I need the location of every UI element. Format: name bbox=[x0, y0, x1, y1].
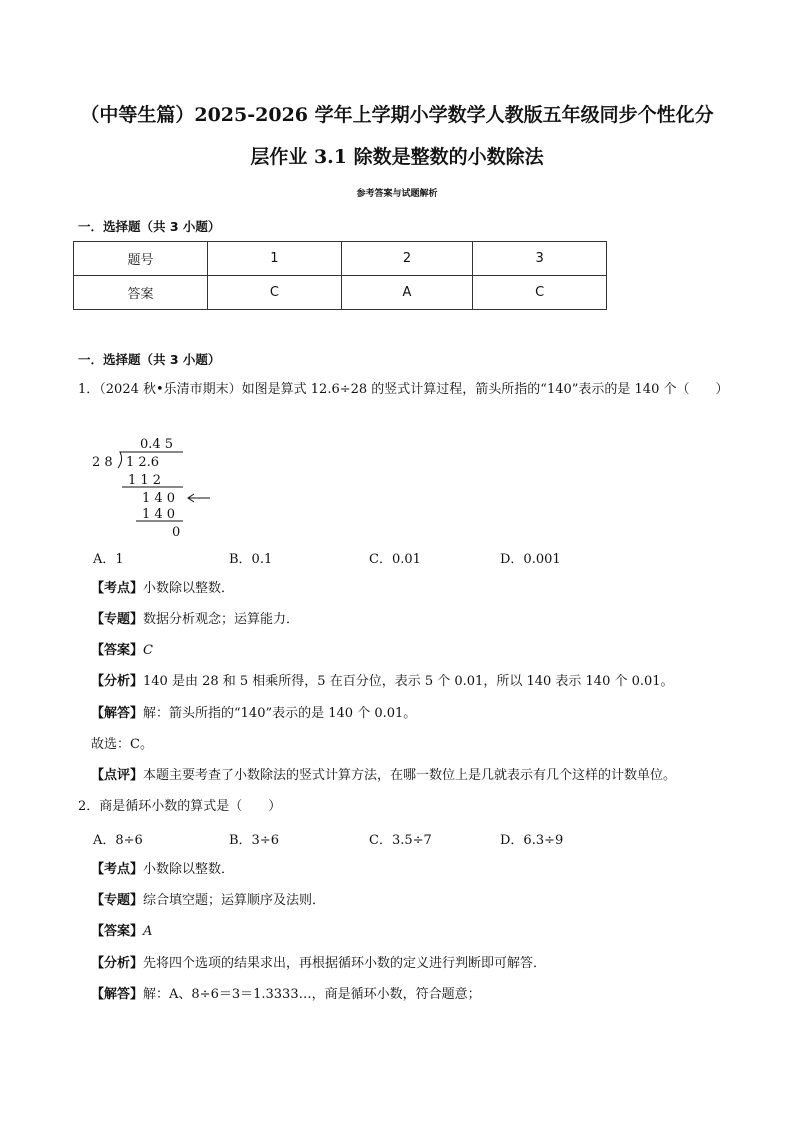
jieda-tag: 【解答】 bbox=[91, 706, 144, 721]
question-stem: 1．（2024 秋•乐清市期末）如图是算式 12.6÷28 的竖式计算过程，箭头所指的“140”表示的是 140 个（ ） bbox=[78, 382, 729, 397]
option-b: B．0.1 bbox=[229, 552, 273, 567]
daan-tag: 【答案】 bbox=[91, 643, 144, 658]
division-divisor: 2 8 bbox=[92, 455, 113, 470]
fenxi-tag: 【分析】 bbox=[91, 956, 144, 971]
page-title-line2: 层作业 3.1 除数是整数的小数除法 bbox=[250, 146, 544, 168]
zhuanti bbox=[91, 892, 325, 910]
option-d: D．6.3÷9 bbox=[500, 833, 564, 848]
option-c: C．3.5÷7 bbox=[369, 833, 432, 848]
division-step: 1 1 2 bbox=[128, 473, 162, 488]
zhuanti-text: 数据分析观念；运算能力． bbox=[143, 612, 300, 627]
table-cell: 答案 bbox=[74, 276, 208, 310]
daan bbox=[91, 923, 152, 941]
page-title-line1: （中等生篇）2025-2026 学年上学期小学数学人教版五年级同步个性化分 bbox=[80, 104, 714, 126]
section-heading: 一．选择题（共 3 小题） bbox=[78, 219, 221, 234]
zhuanti-text: 综合填空题；运算顺序及法则． bbox=[143, 893, 326, 908]
division-step: 1 4 0 bbox=[142, 507, 176, 522]
division-quotient: 0.4 5 bbox=[140, 437, 174, 452]
zhuanti bbox=[91, 611, 299, 629]
daan-text: A bbox=[143, 924, 153, 939]
table-row bbox=[74, 242, 607, 276]
table-cell: C bbox=[208, 276, 342, 310]
table-row bbox=[74, 276, 607, 310]
table-cell: C bbox=[473, 276, 607, 310]
table-cell: 1 bbox=[208, 242, 342, 276]
table-cell: 2 bbox=[341, 242, 472, 276]
fenxi-text: 140 是由 28 和 5 相乘所得，5 在百分位，表示 5 个 0.01，所以 140 表示 140 个 0.01。 bbox=[143, 674, 674, 689]
daan-tag: 【答案】 bbox=[91, 924, 144, 939]
option-b: B．3÷6 bbox=[229, 833, 279, 848]
jieda-tag: 【解答】 bbox=[91, 987, 144, 1002]
fenxi bbox=[91, 673, 674, 691]
kaodian-tag: 【考点】 bbox=[91, 862, 144, 877]
option-a: A．8÷6 bbox=[93, 833, 143, 848]
option-d: D．0.001 bbox=[500, 552, 561, 567]
answer-table bbox=[73, 241, 607, 310]
jieda-text: 解：箭头所指的“140”表示的是 140 个 0.01。 bbox=[143, 706, 417, 721]
option-a: A．1 bbox=[93, 552, 124, 567]
table-cell: A bbox=[341, 276, 472, 310]
guxuan-text: 故选：C。 bbox=[91, 737, 153, 752]
table-cell: 题号 bbox=[74, 242, 208, 276]
kaodian-text: 小数除以整数． bbox=[143, 862, 235, 877]
zhuanti-tag: 【专题】 bbox=[91, 612, 144, 627]
fenxi-text: 先将四个选项的结果求出，再根据循环小数的定义进行判断即可解答． bbox=[143, 956, 547, 971]
jieda bbox=[91, 986, 481, 1004]
daan bbox=[91, 642, 153, 660]
division-step: 1 4 0 bbox=[142, 491, 176, 506]
fenxi bbox=[91, 955, 546, 973]
daan-text: C bbox=[143, 643, 153, 658]
division-dividend: 1 2.6 bbox=[126, 455, 160, 470]
kaodian-tag: 【考点】 bbox=[91, 581, 144, 596]
dianping-tag: 【点评】 bbox=[91, 768, 144, 783]
long-division-figure bbox=[88, 432, 228, 542]
page-subtitle: 参考答案与试题解析 bbox=[356, 189, 438, 199]
fenxi-tag: 【分析】 bbox=[91, 674, 144, 689]
jieda bbox=[91, 705, 416, 723]
section-heading: 一．选择题（共 3 小题） bbox=[78, 352, 221, 367]
question-stem: 2．商是循环小数的算式是（ ） bbox=[78, 799, 282, 814]
division-remainder: 0 bbox=[172, 525, 181, 540]
zhuanti-tag: 【专题】 bbox=[91, 893, 144, 908]
dianping-text: 本题主要考查了小数除法的竖式计算方法，在哪一数位上是几就表示有几个这样的计数单位。 bbox=[143, 768, 677, 783]
kaodian bbox=[91, 861, 234, 879]
kaodian bbox=[91, 580, 234, 598]
table-cell: 3 bbox=[473, 242, 607, 276]
dianping bbox=[91, 767, 676, 785]
option-c: C．0.01 bbox=[369, 552, 421, 567]
kaodian-text: 小数除以整数． bbox=[143, 581, 235, 596]
jieda-text: 解：A、8÷6＝3＝1.3333…，商是循环小数，符合题意； bbox=[143, 987, 481, 1002]
